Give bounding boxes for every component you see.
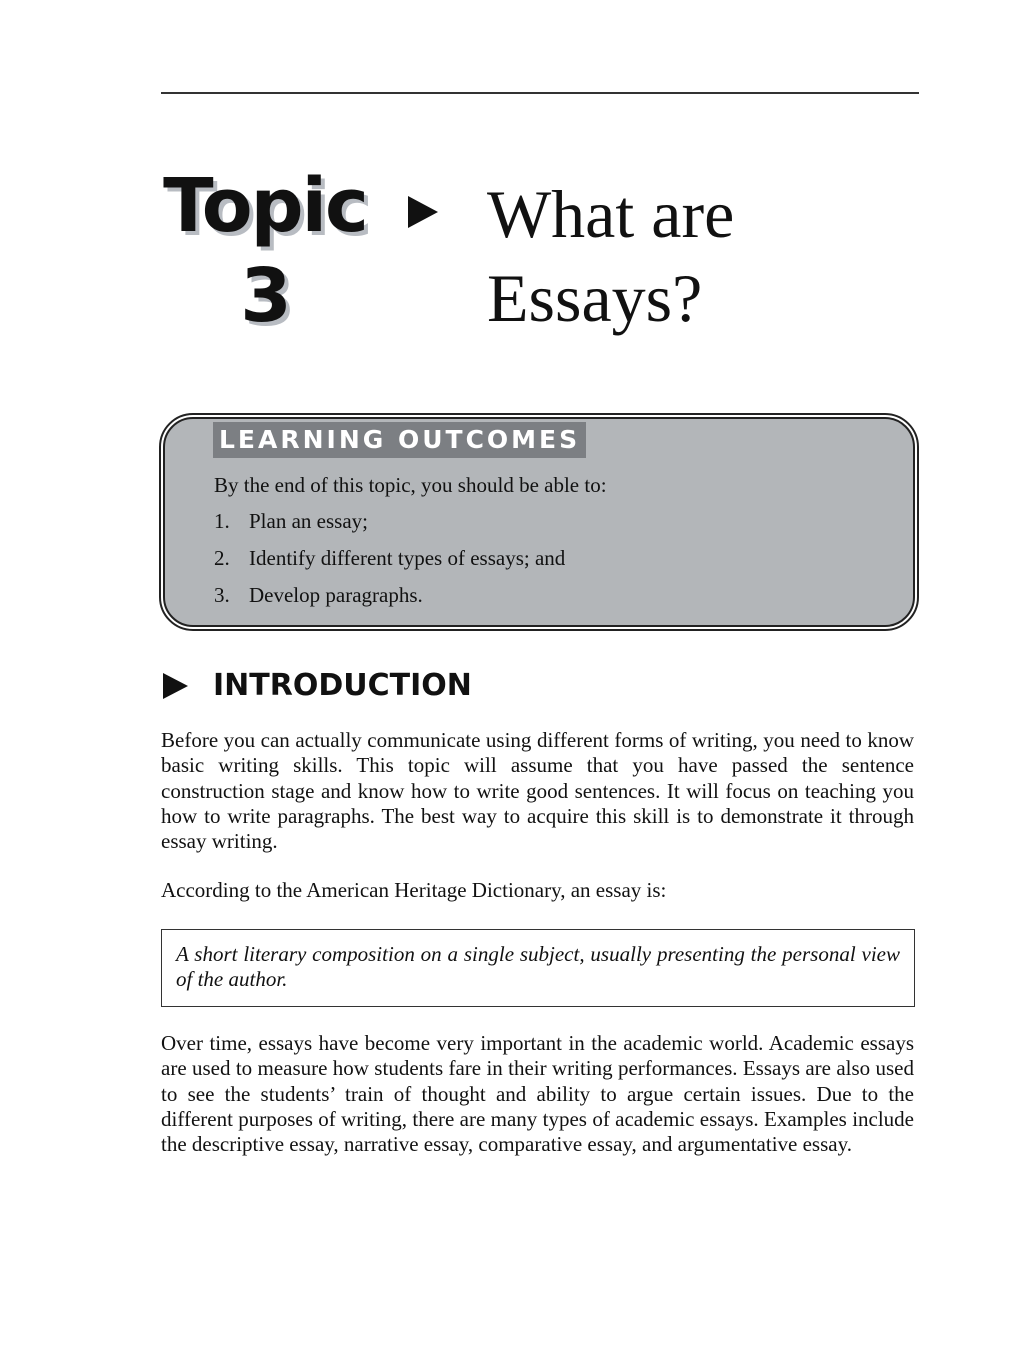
- header-rule: [161, 92, 919, 94]
- introduction-heading: INTRODUCTION: [213, 668, 472, 703]
- intro-paragraph-2: According to the American Heritage Dictionary, an essay is:: [161, 878, 667, 902]
- topic-label: [160, 160, 370, 346]
- list-item: [214, 544, 565, 581]
- list-item: [214, 507, 565, 544]
- definition-quote-box: [161, 929, 915, 1007]
- list-item-number: 3.: [214, 583, 230, 607]
- topic-word: Topic: [163, 163, 367, 249]
- list-item-text: Plan an essay;: [249, 509, 368, 533]
- intro-paragraph-1: Before you can actually communicate using different forms of writing, you need to know basic writing skills. This topic will assume that you have passed the sentence construction stage and know how to write good sentences. It will focus on teaching you how to write paragraphs. The best way to acquire this skill is to demonstrate it through essay writing.: [161, 728, 914, 854]
- chapter-title-line1: What are: [487, 176, 735, 252]
- list-item: [214, 581, 565, 618]
- learning-outcomes-intro: By the end of this topic, you should be able to:: [214, 473, 607, 497]
- definition-quote: A short literary composition on a single subject, usually presenting the personal view of the author.: [176, 942, 900, 992]
- section-arrow-icon: [163, 673, 188, 699]
- topic-number: 3: [240, 253, 290, 339]
- learning-outcomes-box: [159, 413, 919, 631]
- intro-paragraph-3: Over time, essays have become very important in the academic world. Academic essays are used to measure how students fare in their writing performances. Essays are also used to see the students’ train of thought and ability to argue certain issues. Due to the different purposes of writing, there are many types of academic essays. Examples include the descriptive essay, narrative essay, comparative essay, and argumentative essay.: [161, 1031, 914, 1157]
- list-item-text: Identify different types of essays; and: [249, 546, 566, 570]
- title-arrow-icon: [408, 196, 438, 228]
- list-item-number: 2.: [214, 546, 230, 570]
- learning-outcomes-list: [214, 507, 565, 618]
- chapter-title-line2: Essays?: [487, 260, 703, 336]
- learning-outcomes-heading: LEARNING OUTCOMES: [213, 422, 586, 458]
- learning-outcomes-panel: [163, 417, 915, 627]
- chapter-title: [487, 172, 907, 340]
- list-item-text: Develop paragraphs.: [249, 583, 423, 607]
- list-item-number: 1.: [214, 509, 230, 533]
